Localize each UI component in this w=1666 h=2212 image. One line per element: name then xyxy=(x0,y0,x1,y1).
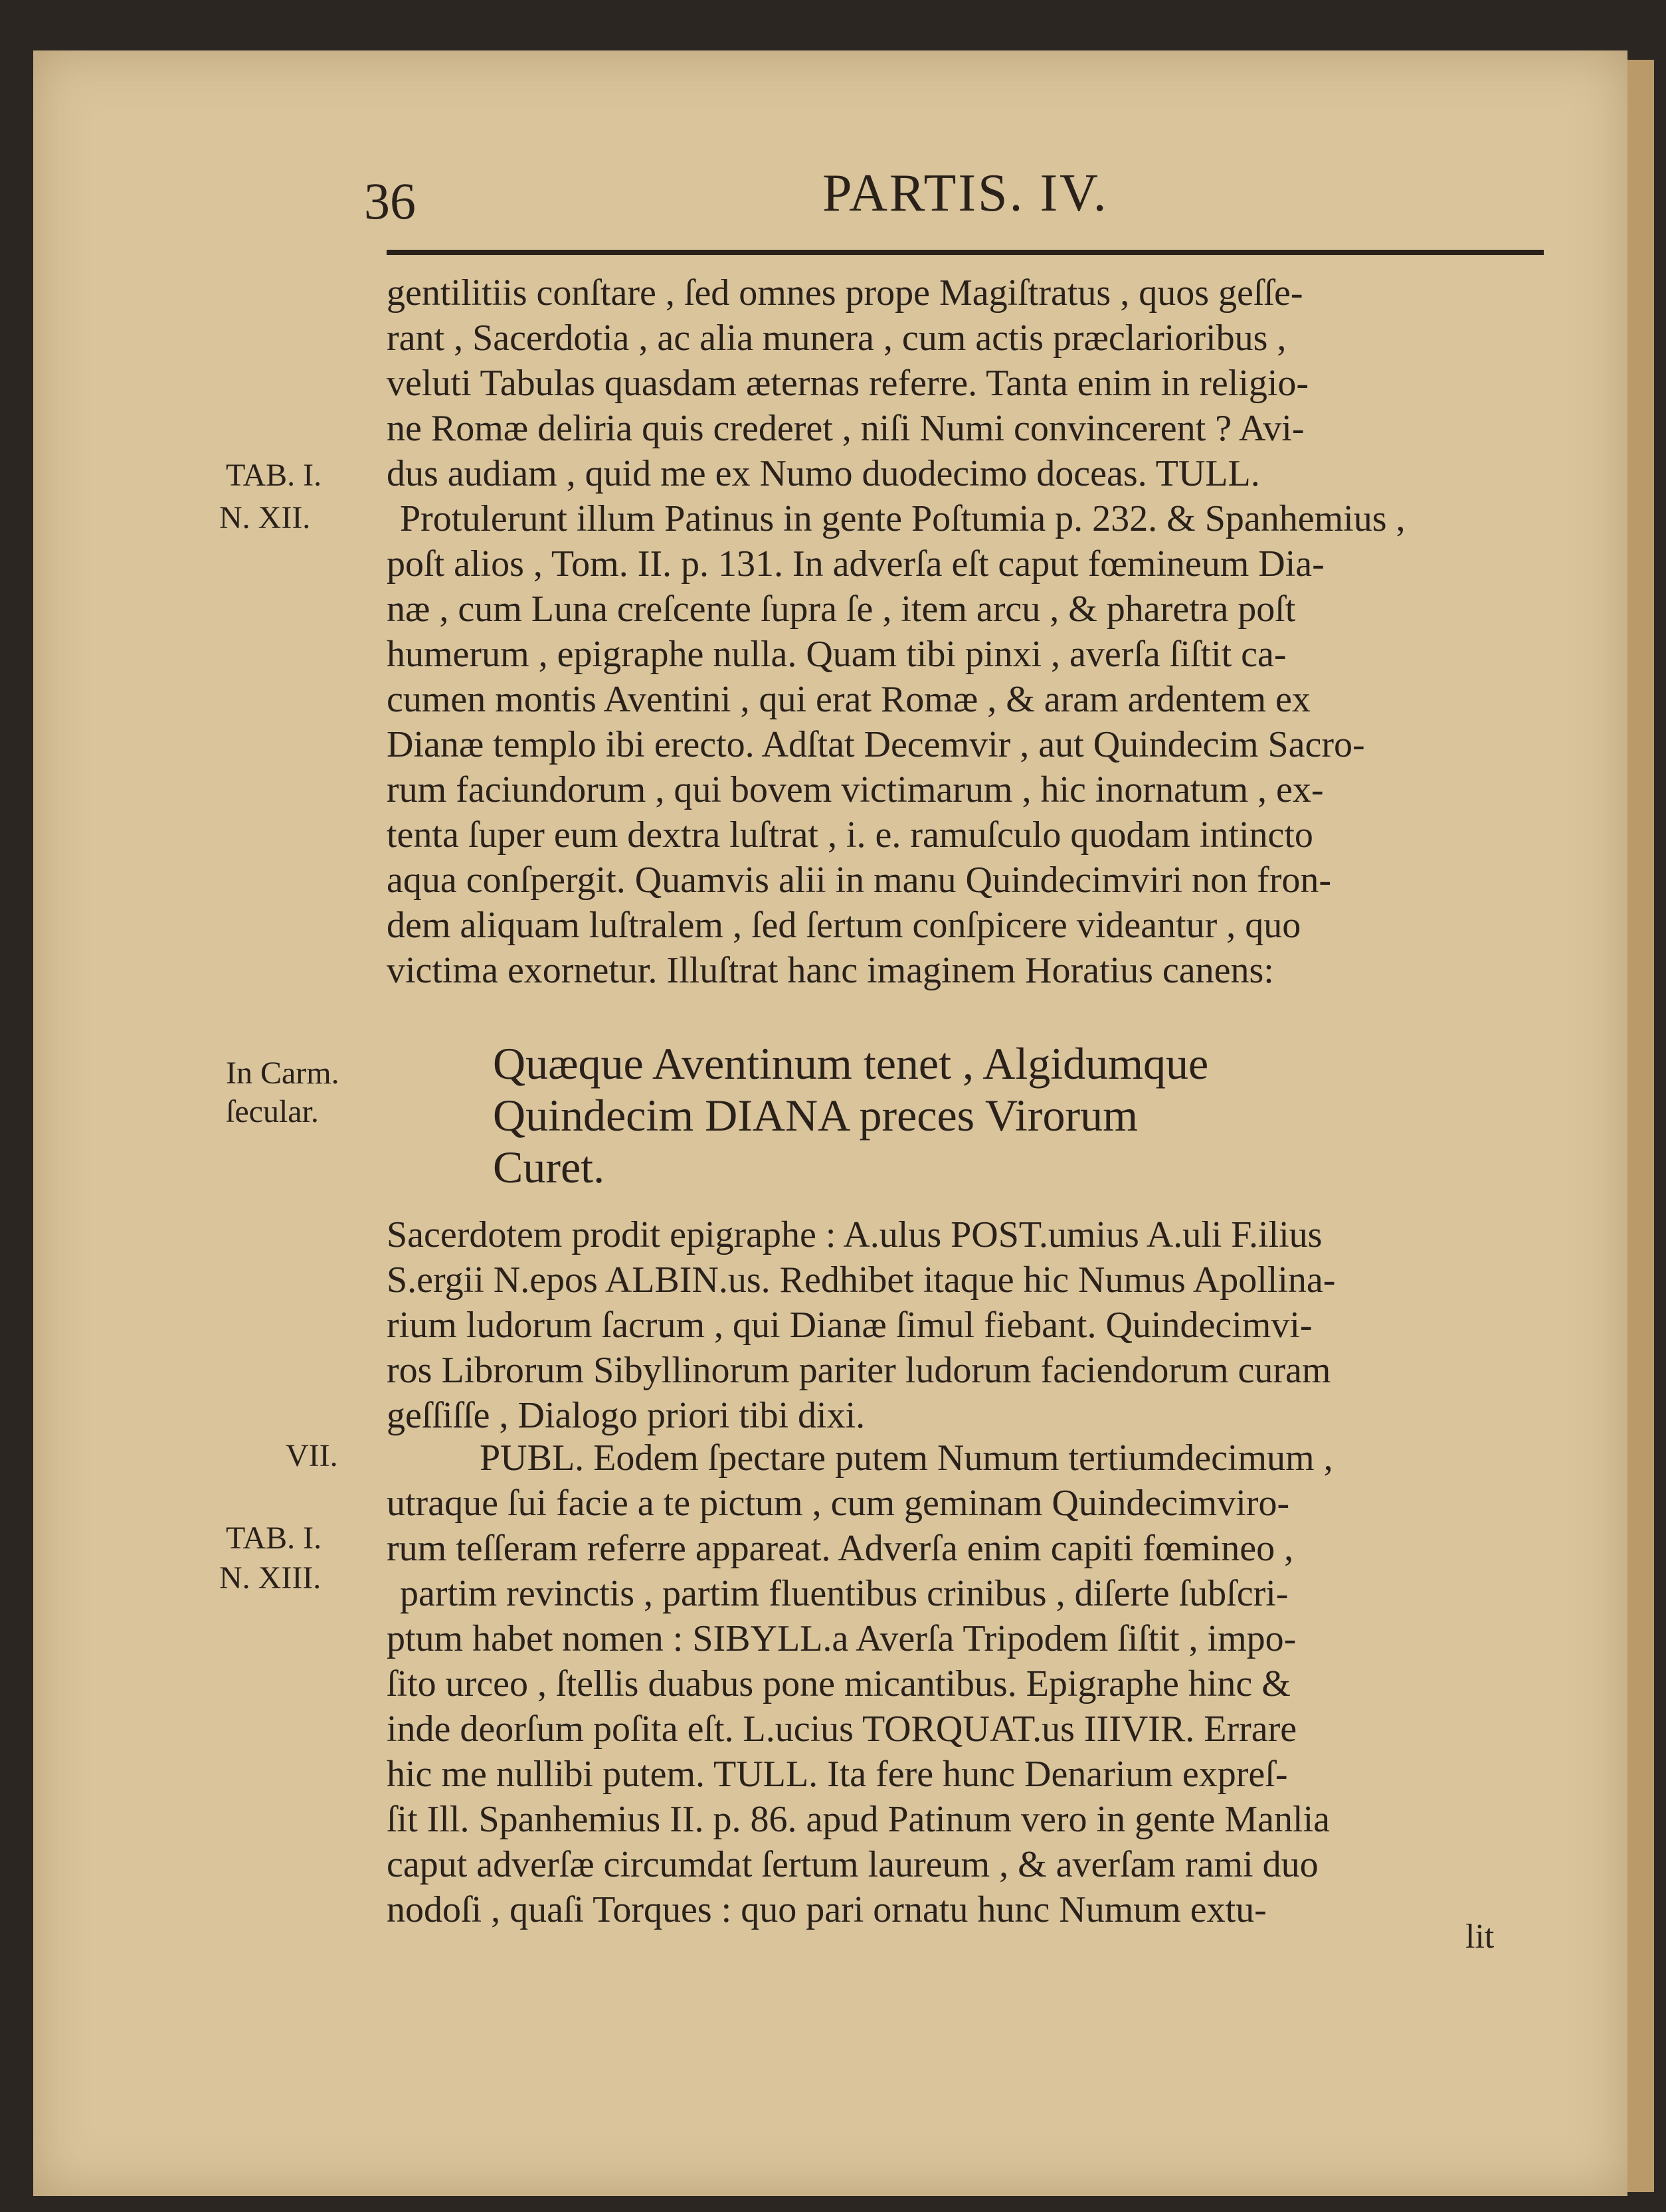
text-line: dus audiam , quid me ex Numo duodecimo doceas. TULL. xyxy=(387,453,1260,494)
margin-note-source: In Carm. xyxy=(226,1056,339,1091)
text-line: cumen montis Aventini , qui erat Romæ , & aram ardentem ex xyxy=(387,679,1311,720)
margin-note-source: ſecular. xyxy=(226,1094,319,1129)
page-number: 36 xyxy=(364,172,416,230)
text-line: Sacerdotem prodit epigraphe : A.ulus POST.umius A.uli F.ilius xyxy=(387,1214,1323,1255)
header-rule xyxy=(387,250,1544,255)
text-line: veluti Tabulas quasdam æternas referre. Tanta enim in religio- xyxy=(387,363,1309,404)
margin-note-tab: TAB. I. xyxy=(226,1521,322,1556)
text-line: Protulerunt illum Patinus in gente Poſtumia p. 232. & Spanhemius , xyxy=(400,498,1406,539)
text-line: geſſiſſe , Dialogo priori tibi dixi. xyxy=(387,1395,866,1436)
text-line: ſito urceo , ſtellis duabus pone micantibus. Epigraphe hinc & xyxy=(387,1663,1291,1705)
text-line: ſit Ill. Spanhemius II. p. 86. apud Patinum vero in gente Manlia xyxy=(387,1799,1330,1840)
text-line: nodoſi , quaſi Torques : quo pari ornatu hunc Numum extu- xyxy=(387,1889,1267,1930)
text-line: aqua conſpergit. Quamvis alii in manu Quindecimviri non fron- xyxy=(387,860,1331,901)
text-line: rum teſſeram referre appareat. Adverſa enim capiti fœmineo , xyxy=(387,1528,1294,1569)
text-line: hic me nullibi putem. TULL. Ita fere hunc Denarium expreſ- xyxy=(387,1754,1288,1795)
text-line: ne Romæ deliria quis crederet , niſi Numi convincerent ? Avi- xyxy=(387,408,1305,449)
text-line: rant , Sacerdotia , ac alia munera , cum actis præclarioribus , xyxy=(387,318,1287,359)
text-line: ptum habet nomen : SIBYLL.a Averſa Tripodem ſiſtit , impo- xyxy=(387,1618,1297,1659)
text-line: tenta ſuper eum dextra luſtrat , i. e. ramuſculo quodam intincto xyxy=(387,814,1313,856)
verse-line: Curet. xyxy=(493,1142,605,1192)
page-title: PARTIS. IV. xyxy=(822,164,1109,223)
margin-note-section: VII. xyxy=(286,1438,338,1473)
margin-note-number: N. XIII. xyxy=(219,1560,322,1596)
text-line: caput adverſæ circumdat ſertum laureum , & averſam rami duo xyxy=(387,1844,1319,1885)
text-line: humerum , epigraphe nulla. Quam tibi pinxi , averſa ſiſtit ca- xyxy=(387,634,1287,675)
margin-note-number: N. XII. xyxy=(219,500,311,535)
text-line: dem aliquam luſtralem , ſed ſertum conſpicere videantur , quo xyxy=(387,905,1301,946)
text-line: PUBL. Eodem ſpectare putem Numum tertiumdecimum , xyxy=(480,1437,1333,1479)
verse-line: Quindecim DIANA preces Virorum xyxy=(493,1090,1138,1141)
text-line: rum faciundorum , qui bovem victimarum , hic inornatum , ex- xyxy=(387,769,1324,810)
text-line: S.ergii N.epos ALBIN.us. Redhibet itaque hic Numus Apollina- xyxy=(387,1259,1336,1301)
text-line: ros Librorum Sibyllinorum pariter ludorum faciendorum curam xyxy=(387,1350,1331,1391)
text-line: victima exornetur. Illuſtrat hanc imaginem Horatius canens: xyxy=(387,950,1274,991)
text-line: gentilitiis conſtare , ſed omnes prope Magiſtratus , quos geſſe- xyxy=(387,272,1303,314)
text-line: poſt alios , Tom. II. p. 131. In adverſa eſt caput fœmineum Dia- xyxy=(387,543,1325,585)
text-line: rium ludorum ſacrum , qui Dianæ ſimul fiebant. Quindecimvi- xyxy=(387,1305,1313,1346)
catchword: lit xyxy=(1465,1918,1495,1956)
text-line: inde deorſum poſita eſt. L.ucius TORQUAT.us IIIVIR. Errare xyxy=(387,1708,1297,1750)
text-line: næ , cum Luna creſcente ſupra ſe , item arcu , & pharetra poſt xyxy=(387,589,1296,630)
text-line: Dianæ templo ibi erecto. Adſtat Decemvir , aut Quindecim Sacro- xyxy=(387,724,1365,765)
text-line: utraque ſui facie a te pictum , cum geminam Quindecimviro- xyxy=(387,1483,1290,1524)
margin-note-tab: TAB. I. xyxy=(226,458,322,493)
verse-line: Quæque Aventinum tenet , Algidumque xyxy=(493,1038,1209,1089)
text-line: partim revinctis , partim fluentibus crinibus , diſerte ſubſcri- xyxy=(400,1573,1289,1614)
page-edge xyxy=(1627,60,1654,2192)
